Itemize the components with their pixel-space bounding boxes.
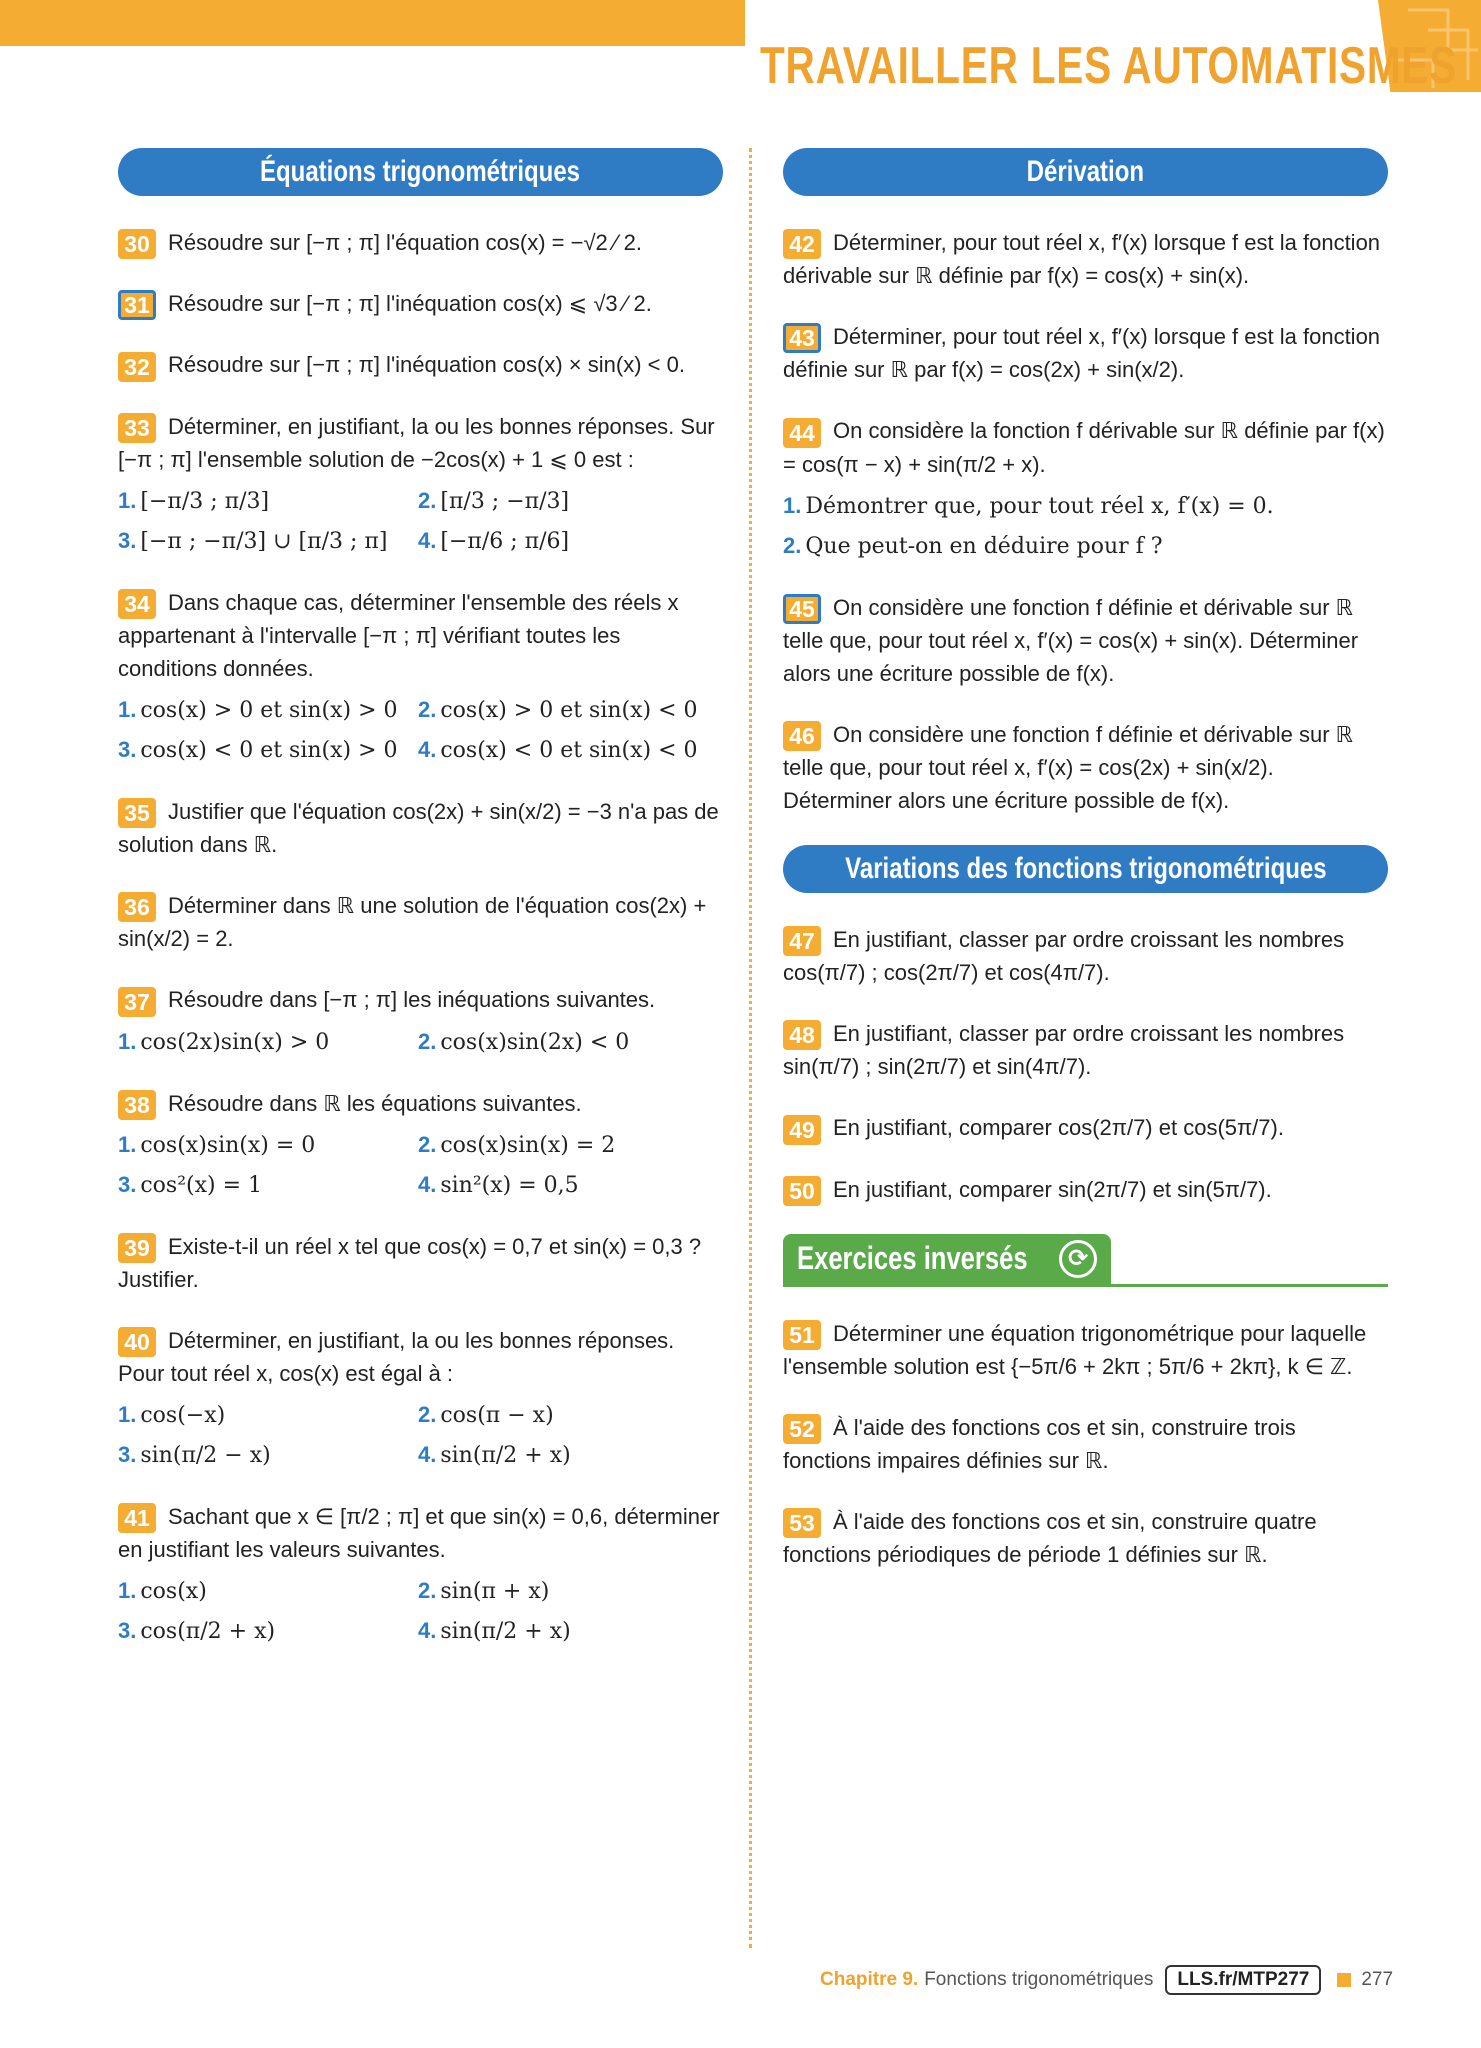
exercise-items — [118, 1574, 723, 1648]
exercise-item: 2. sin(π + x) — [418, 1578, 550, 1605]
exercise-number: 51 — [783, 1320, 821, 1350]
right-column — [783, 148, 1388, 1599]
exercise-item: 4. cos(x) < 0 et sin(x) < 0 — [418, 736, 698, 763]
exercise-text: On considère la fonction f dérivable sur ℝ définie par f(x) = cos(π − x) + sin(π/2 + x). — [783, 418, 1385, 477]
exercise-item: 4. sin²(x) = 0,5 — [418, 1171, 579, 1198]
exercise-item: 1. cos(2x)sin(x) > 0 — [118, 1028, 330, 1055]
exercise-number: 32 — [118, 352, 156, 382]
exercise-item: 3. cos(x) < 0 et sin(x) > 0 — [118, 736, 398, 763]
exercise-53 — [783, 1505, 1388, 1571]
exercise-number: 39 — [118, 1233, 156, 1263]
exercise-number: 50 — [783, 1176, 821, 1206]
exercise-item: 2. cos(x)sin(2x) < 0 — [418, 1028, 630, 1055]
exercise-number: 44 — [783, 418, 821, 448]
top-orange-bar — [0, 0, 745, 46]
exercise-item: 2. cos(x) > 0 et sin(x) < 0 — [418, 696, 698, 723]
exercise-number: 43 — [783, 323, 821, 353]
exercise-item: 3. cos²(x) = 1 — [118, 1171, 263, 1198]
exercise-52 — [783, 1411, 1388, 1477]
exercise-text: Justifier que l'équation cos(2x) + sin(x/2) = −3 n'a pas de solution dans ℝ. — [118, 798, 719, 858]
exercise-number: 30 — [118, 229, 156, 259]
exercise-item: 1. cos(x) — [118, 1578, 207, 1605]
exercise-text: Déterminer, pour tout réel x, f′(x) lorsque f est la fonction dérivable sur ℝ définie par f(x) = cos(x) + sin(x). — [783, 230, 1381, 289]
exercise-text: Dans chaque cas, déterminer l'ensemble des réels x appartenant à l'intervalle [−π ; π] vérifiant toutes les conditions données. — [118, 589, 679, 681]
exercise-items — [783, 489, 1388, 563]
exercise-number: 46 — [783, 721, 821, 751]
exercise-number: 38 — [118, 1090, 156, 1120]
exercise-34 — [118, 586, 723, 767]
exercise-51 — [783, 1317, 1388, 1383]
exercise-39 — [118, 1230, 723, 1296]
exercise-32 — [118, 348, 723, 381]
exercise-text: Sachant que x ∈ [π/2 ; π] et que sin(x) = 0,6, déterminer en justifiant les valeurs suivantes. — [118, 1504, 720, 1563]
exercise-50 — [783, 1173, 1388, 1206]
footer-chapter: Chapitre 9. — [820, 1969, 919, 1990]
exercise-38 — [118, 1087, 723, 1202]
exercise-list-inverses — [783, 1317, 1388, 1572]
footer-square — [1337, 1973, 1351, 1987]
section-header-variations: Variations des fonctions trigonométriques — [783, 845, 1388, 893]
exercise-text: Déterminer une équation trigonométrique pour laquelle l'ensemble solution est {−5π/6 + 2kπ ; 5π/6 + 2kπ}, k ∈ ℤ. — [783, 1320, 1367, 1379]
exercise-text: Déterminer dans ℝ une solution de l'équation cos(2x) + sin(x/2) = 2. — [118, 893, 707, 952]
column-divider — [749, 148, 752, 1948]
exercise-items — [118, 1398, 723, 1472]
exercise-number: 42 — [783, 229, 821, 259]
exercise-text: En justifiant, classer par ordre croissant les nombres cos(π/7) ; cos(2π/7) et cos(4π/7). — [783, 926, 1345, 986]
exercise-text: À l'aide des fonctions cos et sin, construire quatre fonctions périodiques de période 1 définies sur ℝ. — [783, 1509, 1317, 1568]
exercise-text: Déterminer, en justifiant, la ou les bonnes réponses. Pour tout réel x, cos(x) est égal à : — [118, 1327, 675, 1387]
exercise-number: 34 — [118, 589, 156, 619]
left-column — [118, 148, 723, 1676]
exercise-text: Existe-t-il un réel x tel que cos(x) = 0,7 et sin(x) = 0,3 ? Justifier. — [118, 1233, 702, 1292]
exercise-text: Résoudre sur [−π ; π] l'inéquation cos(x) ⩽ √3 ⁄ 2. — [168, 291, 652, 317]
exercise-number: 40 — [118, 1327, 156, 1357]
exercise-item: 4. sin(π/2 + x) — [418, 1618, 571, 1645]
exercise-items — [118, 1025, 723, 1059]
exercise-item: 3. [−π ; −π/3] ∪ [π/3 ; π] — [118, 527, 388, 554]
section-header-equations: Équations trigonométriques — [118, 148, 723, 196]
exercise-items — [118, 484, 723, 558]
footer-chapter-title: Fonctions trigonométriques — [924, 1969, 1154, 1990]
exercise-40 — [118, 1324, 723, 1472]
exercise-item: 1. cos(−x) — [118, 1402, 226, 1429]
exercise-48 — [783, 1017, 1388, 1083]
exercise-number: 31 — [118, 290, 156, 320]
page-title: TRAVAILLER LES AUTOMATISMES — [760, 37, 1458, 95]
exercise-45 — [783, 591, 1388, 690]
exercise-number: 35 — [118, 798, 156, 828]
exercise-list-derivation — [783, 226, 1388, 817]
exercise-36 — [118, 889, 723, 955]
exercise-text: En justifiant, classer par ordre croissant les nombres sin(π/7) ; sin(2π/7) et sin(4π/7). — [783, 1021, 1345, 1080]
exercise-31 — [118, 287, 723, 320]
exercise-text: En justifiant, comparer cos(2π/7) et cos(5π/7). — [833, 1115, 1284, 1141]
exercise-33 — [118, 410, 723, 558]
exercise-41 — [118, 1500, 723, 1648]
exercise-item: 2. cos(x)sin(x) = 2 — [418, 1131, 616, 1158]
exercise-text: On considère une fonction f définie et dérivable sur ℝ telle que, pour tout réel x, f′(x) = cos(2x) + sin(x/2). Déterminer alors une écriture possible de f(x). — [783, 721, 1354, 813]
section-header-derivation: Dérivation — [783, 148, 1388, 196]
exercise-number: 37 — [118, 987, 156, 1017]
page-number: 277 — [1361, 1969, 1394, 1990]
section-header-inverses — [783, 1234, 1388, 1287]
exercise-text: Résoudre sur [−π ; π] l'équation cos(x) = −√2 ⁄ 2. — [168, 230, 643, 255]
exercise-number: 45 — [783, 594, 821, 624]
exercise-49 — [783, 1111, 1388, 1144]
exercise-37 — [118, 983, 723, 1058]
exercise-text: Résoudre dans [−π ; π] les inéquations suivantes. — [168, 987, 656, 1013]
exercise-number: 33 — [118, 413, 156, 443]
footer-link[interactable]: LLS.fr/MTP277 — [1165, 1965, 1321, 1995]
exercise-44 — [783, 414, 1388, 562]
exercise-number: 53 — [783, 1508, 821, 1538]
exercise-number: 52 — [783, 1414, 821, 1444]
exercise-item: 3. cos(π/2 + x) — [118, 1618, 276, 1645]
exercise-47 — [783, 923, 1388, 989]
exercise-item: 2. cos(π − x) — [418, 1402, 554, 1429]
exercise-item: 1. cos(x)sin(x) = 0 — [118, 1131, 316, 1158]
exercise-number: 36 — [118, 892, 156, 922]
exercise-text: En justifiant, comparer sin(2π/7) et sin(5π/7). — [833, 1176, 1272, 1202]
exercise-text: On considère une fonction f définie et dérivable sur ℝ telle que, pour tout réel x, f′(x) = cos(x) + sin(x). Déterminer alors une écriture possible de f(x). — [783, 594, 1359, 686]
exercise-35 — [118, 795, 723, 861]
exercise-42 — [783, 226, 1388, 292]
exercise-item: 1. [−π/3 ; π/3] — [118, 487, 270, 514]
exercise-30 — [118, 226, 723, 259]
exercise-list-equations — [118, 226, 723, 1648]
exercise-46 — [783, 718, 1388, 817]
exercise-number: 48 — [783, 1020, 821, 1050]
exercise-text: Déterminer, pour tout réel x, f′(x) lorsque f est la fonction définie sur ℝ par f(x) = cos(2x) + sin(x/2). — [783, 324, 1381, 383]
exercise-text: Résoudre sur [−π ; π] l'inéquation cos(x) × sin(x) < 0. — [168, 352, 685, 378]
exercise-text: À l'aide des fonctions cos et sin, construire trois fonctions impaires définies sur ℝ. — [783, 1414, 1296, 1474]
exercise-item: 1. Démontrer que, pour tout réel x, f′(x) = 0. — [783, 492, 1274, 519]
exercise-list-variations — [783, 923, 1388, 1206]
exercise-item: 1. cos(x) > 0 et sin(x) > 0 — [118, 696, 398, 723]
exercise-items — [118, 1128, 723, 1202]
inverses-label: Exercices inversés ⟳ — [783, 1234, 1111, 1284]
exercise-item: 4. sin(π/2 + x) — [418, 1442, 571, 1469]
exercise-items — [118, 693, 723, 767]
exercise-number: 47 — [783, 926, 821, 956]
exercise-number: 49 — [783, 1115, 821, 1145]
exercise-item: 2. [π/3 ; −π/3] — [418, 487, 570, 514]
exercise-number: 41 — [118, 1503, 156, 1533]
exercise-43 — [783, 320, 1388, 386]
exercise-item: 4. [−π/6 ; π/6] — [418, 527, 570, 554]
exercise-text: Résoudre dans ℝ les équations suivantes. — [168, 1090, 582, 1116]
exercise-item: 3. sin(π/2 − x) — [118, 1442, 271, 1469]
exercise-text: Déterminer, en justifiant, la ou les bonnes réponses. Sur [−π ; π] l'ensemble solution de −2cos(x) + 1 ⩽ 0 est : — [118, 413, 715, 472]
page-footer — [820, 1965, 1393, 1995]
exercise-item: 2. Que peut-on en déduire pour f ? — [783, 532, 1163, 559]
rotate-arrows-icon: ⟳ — [1059, 1240, 1097, 1278]
